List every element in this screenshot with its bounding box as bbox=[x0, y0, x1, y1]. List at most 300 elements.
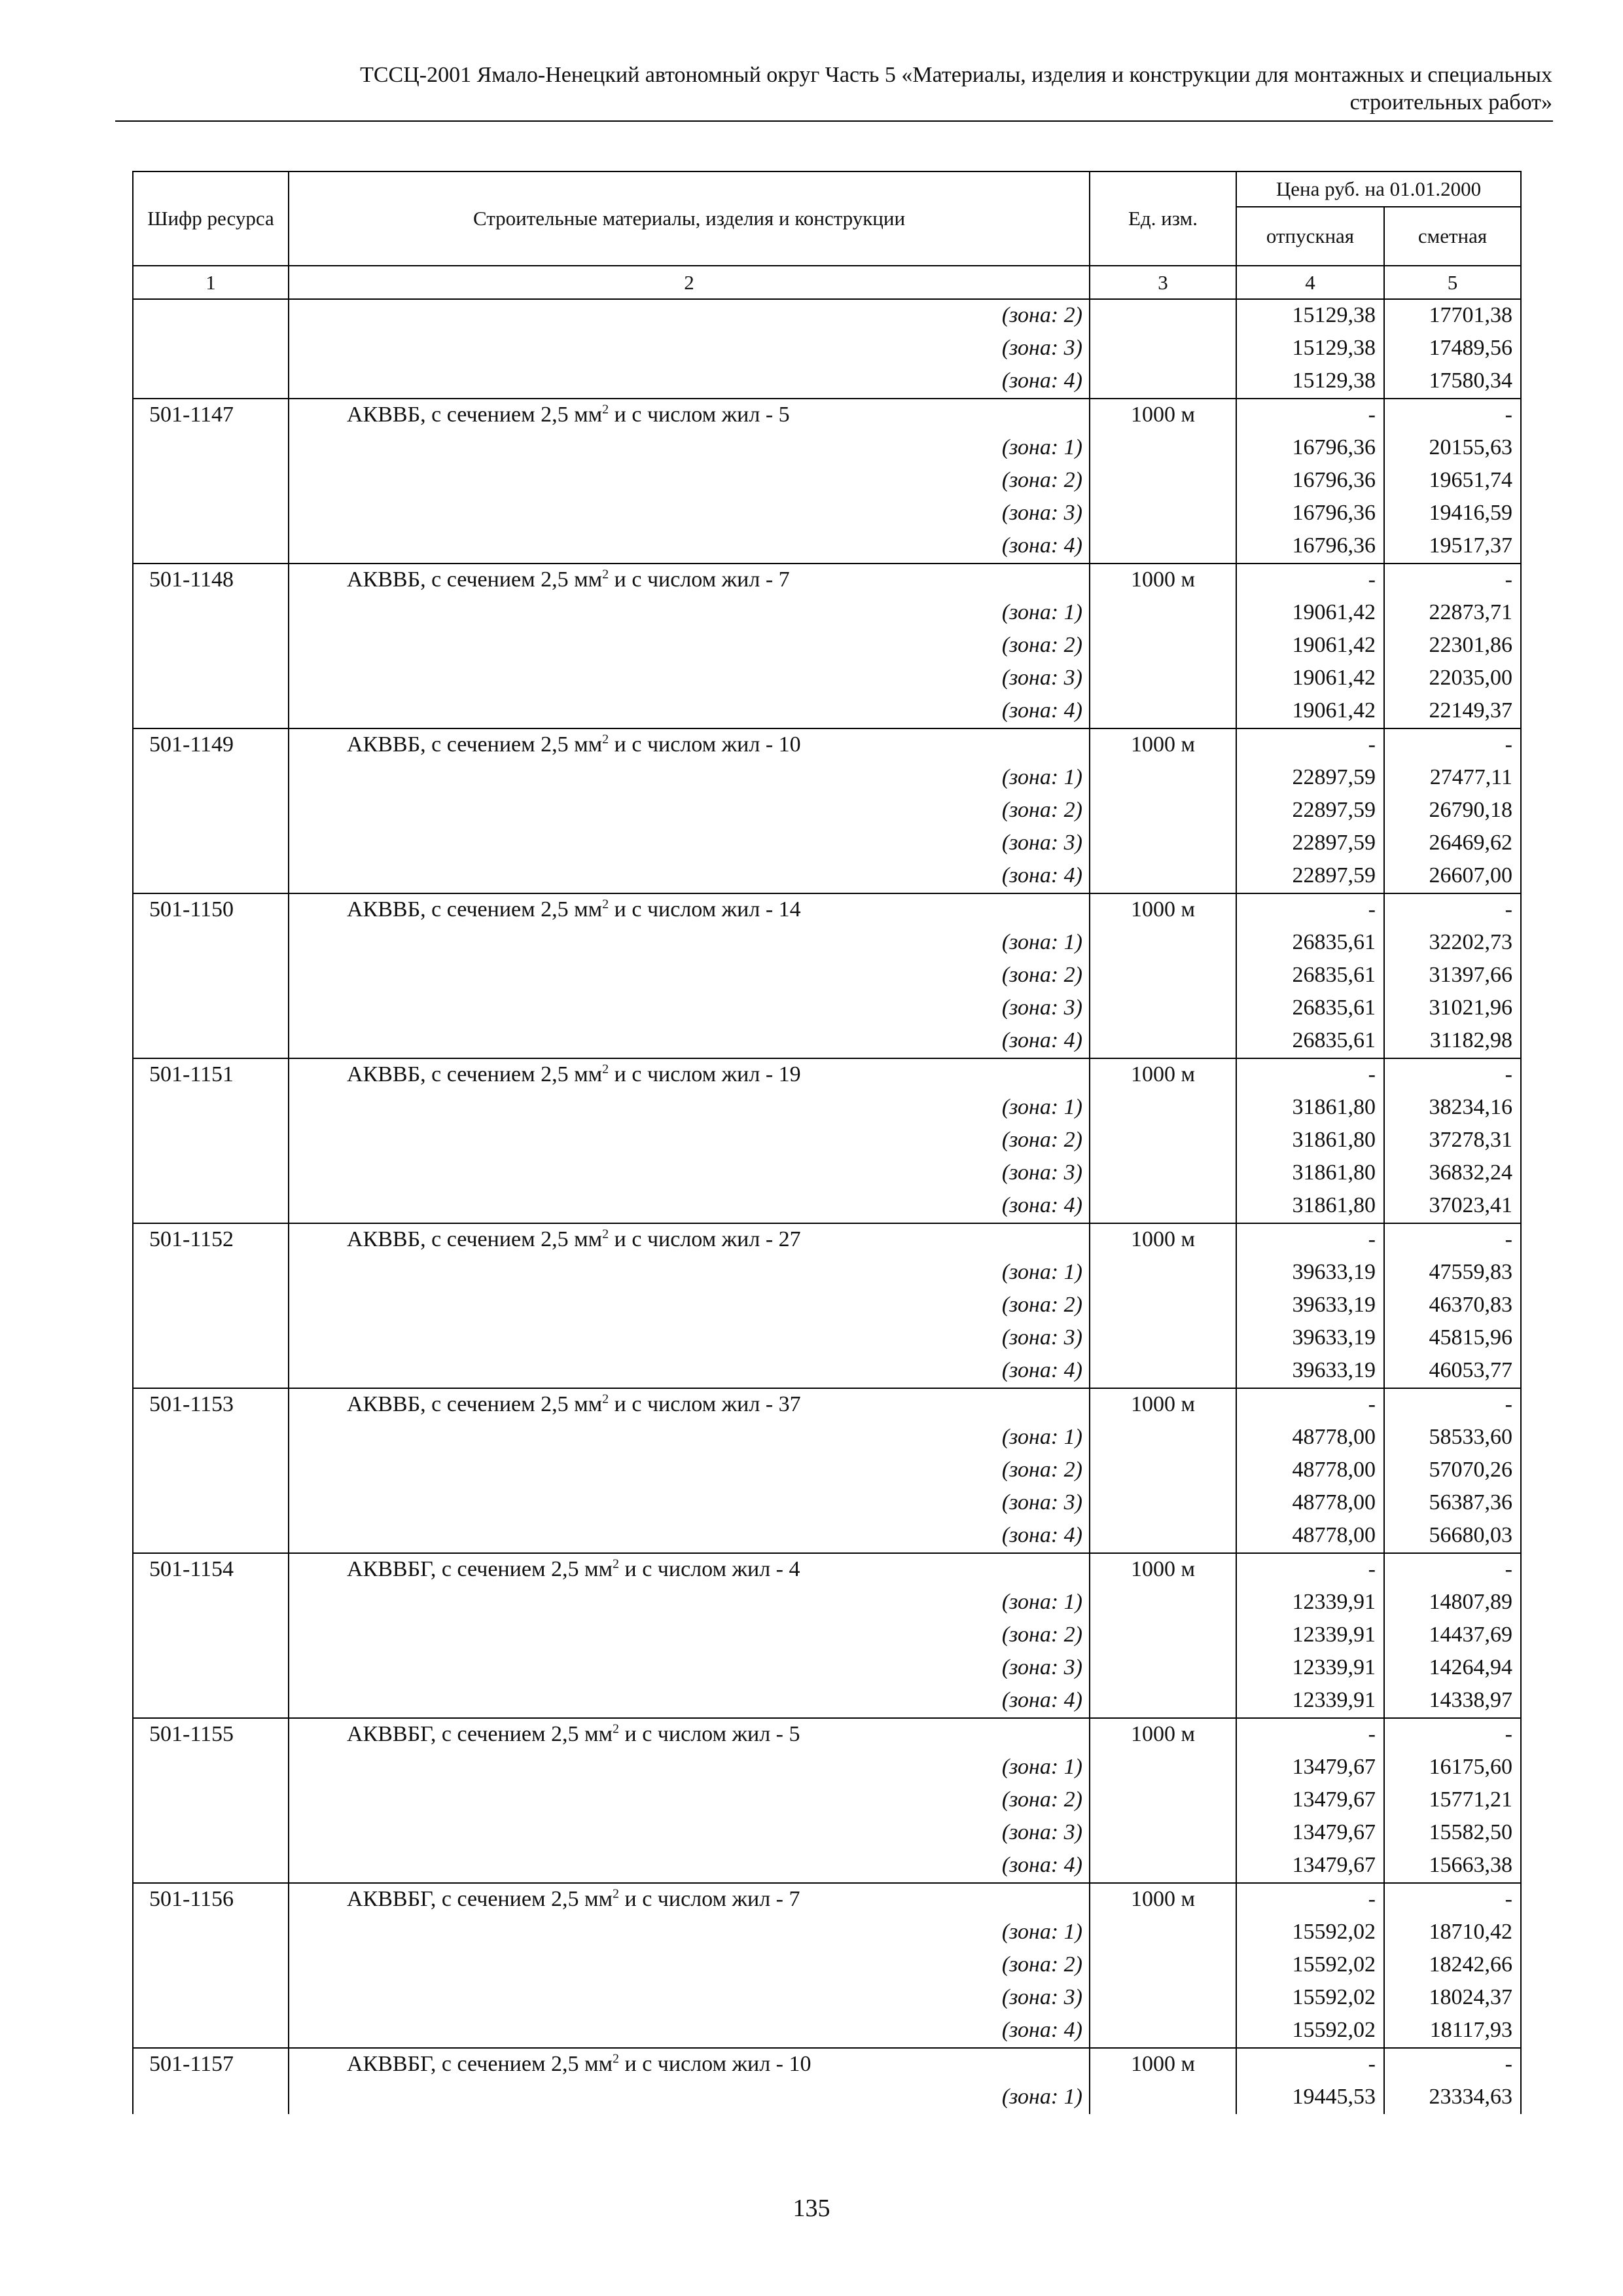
unit-cell bbox=[1090, 630, 1236, 662]
zone-label: (зона: 4) bbox=[289, 2015, 1090, 2048]
zone-label: (зона: 3) bbox=[289, 1652, 1090, 1685]
estimate-price: 31397,66 bbox=[1384, 960, 1521, 992]
table-row bbox=[133, 1916, 1521, 1949]
zone-label: (зона: 2) bbox=[289, 630, 1090, 662]
estimate-price: - bbox=[1384, 564, 1521, 597]
zone-label: (зона: 4) bbox=[289, 365, 1090, 399]
table-row bbox=[133, 1190, 1521, 1223]
release-price: - bbox=[1236, 1058, 1384, 1092]
column-number: 5 bbox=[1384, 266, 1521, 299]
unit-cell bbox=[1090, 1157, 1236, 1190]
table-row bbox=[133, 299, 1521, 332]
resource-code: 501-1153 bbox=[133, 1388, 289, 1422]
zone-label: (зона: 4) bbox=[289, 1025, 1090, 1058]
resource-code bbox=[133, 1092, 289, 1124]
release-price: 16796,36 bbox=[1236, 530, 1384, 564]
material-name-text: АКВВБ, с сечением 2,5 мм bbox=[347, 732, 603, 757]
table-row bbox=[133, 1157, 1521, 1190]
resource-code: 501-1149 bbox=[133, 728, 289, 762]
estimate-price: 19517,37 bbox=[1384, 530, 1521, 564]
table-row bbox=[133, 1058, 1521, 1092]
header-release-price: отпускная bbox=[1236, 207, 1384, 266]
zone-label: (зона: 2) bbox=[289, 465, 1090, 497]
superscript: 2 bbox=[602, 1227, 609, 1242]
release-price: - bbox=[1236, 399, 1384, 432]
release-price: 26835,61 bbox=[1236, 992, 1384, 1025]
table-row bbox=[133, 1520, 1521, 1553]
material-name bbox=[289, 1553, 1090, 1587]
table-row bbox=[133, 1883, 1521, 1916]
material-name-suffix: и с числом жил - 7 bbox=[609, 567, 790, 592]
estimate-price: 45815,96 bbox=[1384, 1322, 1521, 1355]
unit-cell: 1000 м bbox=[1090, 1223, 1236, 1257]
release-price: 39633,19 bbox=[1236, 1322, 1384, 1355]
resource-code: 501-1157 bbox=[133, 2048, 289, 2081]
table-row bbox=[133, 1718, 1521, 1751]
estimate-price: 14437,69 bbox=[1384, 1619, 1521, 1652]
material-name-suffix: и с числом жил - 37 bbox=[609, 1392, 801, 1416]
release-price: 31861,80 bbox=[1236, 1157, 1384, 1190]
zone-label: (зона: 4) bbox=[289, 1685, 1090, 1718]
unit-cell: 1000 м bbox=[1090, 399, 1236, 432]
table-row bbox=[133, 497, 1521, 530]
estimate-price: 37023,41 bbox=[1384, 1190, 1521, 1223]
unit-cell bbox=[1090, 927, 1236, 960]
header-line-2: строительных работ» bbox=[1349, 90, 1552, 115]
resource-code bbox=[133, 662, 289, 695]
release-price: - bbox=[1236, 1718, 1384, 1751]
zone-label: (зона: 4) bbox=[289, 1850, 1090, 1883]
resource-code bbox=[133, 299, 289, 332]
estimate-price: 46370,83 bbox=[1384, 1289, 1521, 1322]
release-price: 15129,38 bbox=[1236, 332, 1384, 365]
resource-code bbox=[133, 795, 289, 827]
estimate-price: 19416,59 bbox=[1384, 497, 1521, 530]
estimate-price: - bbox=[1384, 893, 1521, 927]
estimate-price: 46053,77 bbox=[1384, 1355, 1521, 1388]
estimate-price: 15582,50 bbox=[1384, 1817, 1521, 1850]
zone-label: (зона: 1) bbox=[289, 1257, 1090, 1289]
estimate-price: - bbox=[1384, 1388, 1521, 1422]
zone-label: (зона: 4) bbox=[289, 860, 1090, 893]
zone-label: (зона: 4) bbox=[289, 1190, 1090, 1223]
estimate-price: 58533,60 bbox=[1384, 1422, 1521, 1454]
zone-label: (зона: 4) bbox=[289, 1355, 1090, 1388]
superscript: 2 bbox=[613, 1556, 619, 1571]
resource-code: 501-1152 bbox=[133, 1223, 289, 1257]
resource-code bbox=[133, 530, 289, 564]
column-number: 4 bbox=[1236, 266, 1384, 299]
resource-code bbox=[133, 365, 289, 399]
resource-code bbox=[133, 1422, 289, 1454]
estimate-price: 18710,42 bbox=[1384, 1916, 1521, 1949]
zone-label: (зона: 2) bbox=[289, 1784, 1090, 1817]
zone-label: (зона: 4) bbox=[289, 695, 1090, 728]
table-row bbox=[133, 927, 1521, 960]
release-price: 13479,67 bbox=[1236, 1817, 1384, 1850]
material-name bbox=[289, 2048, 1090, 2081]
material-name bbox=[289, 399, 1090, 432]
header-price-group: Цена руб. на 01.01.2000 bbox=[1236, 171, 1521, 207]
estimate-price: 15771,21 bbox=[1384, 1784, 1521, 1817]
material-name bbox=[289, 564, 1090, 597]
release-price: 19445,53 bbox=[1236, 2081, 1384, 2114]
unit-cell bbox=[1090, 960, 1236, 992]
material-name bbox=[289, 1223, 1090, 1257]
zone-label: (зона: 3) bbox=[289, 1487, 1090, 1520]
resource-code bbox=[133, 1487, 289, 1520]
estimate-price: 17580,34 bbox=[1384, 365, 1521, 399]
table-row bbox=[133, 1619, 1521, 1652]
material-name bbox=[289, 1388, 1090, 1422]
table-row bbox=[133, 695, 1521, 728]
estimate-price: 18024,37 bbox=[1384, 1982, 1521, 2015]
material-name-text: АКВВБ, с сечением 2,5 мм bbox=[347, 897, 603, 922]
resource-code: 501-1156 bbox=[133, 1883, 289, 1916]
material-name-suffix: и с числом жил - 14 bbox=[609, 897, 801, 922]
price-table bbox=[132, 171, 1522, 2114]
zone-label: (зона: 1) bbox=[289, 762, 1090, 795]
unit-cell bbox=[1090, 2015, 1236, 2048]
release-price: 31861,80 bbox=[1236, 1092, 1384, 1124]
resource-code bbox=[133, 1652, 289, 1685]
release-price: 22897,59 bbox=[1236, 795, 1384, 827]
table-row bbox=[133, 1289, 1521, 1322]
unit-cell bbox=[1090, 1751, 1236, 1784]
release-price: 15592,02 bbox=[1236, 1916, 1384, 1949]
release-price: 39633,19 bbox=[1236, 1355, 1384, 1388]
resource-code bbox=[133, 992, 289, 1025]
estimate-price: 14264,94 bbox=[1384, 1652, 1521, 1685]
release-price: 16796,36 bbox=[1236, 497, 1384, 530]
table-row bbox=[133, 1817, 1521, 1850]
table-row bbox=[133, 1454, 1521, 1487]
resource-code: 501-1148 bbox=[133, 564, 289, 597]
table-row bbox=[133, 564, 1521, 597]
release-price: 12339,91 bbox=[1236, 1587, 1384, 1619]
document-header bbox=[115, 62, 1552, 117]
unit-cell bbox=[1090, 1025, 1236, 1058]
release-price: - bbox=[1236, 1388, 1384, 1422]
unit-cell bbox=[1090, 1289, 1236, 1322]
unit-cell bbox=[1090, 1092, 1236, 1124]
release-price: 13479,67 bbox=[1236, 1784, 1384, 1817]
zone-label: (зона: 1) bbox=[289, 1587, 1090, 1619]
zone-label: (зона: 3) bbox=[289, 662, 1090, 695]
resource-code bbox=[133, 1520, 289, 1553]
resource-code: 501-1150 bbox=[133, 893, 289, 927]
unit-cell bbox=[1090, 1454, 1236, 1487]
resource-code bbox=[133, 432, 289, 465]
unit-cell bbox=[1090, 795, 1236, 827]
unit-cell bbox=[1090, 1355, 1236, 1388]
resource-code bbox=[133, 1817, 289, 1850]
zone-label: (зона: 2) bbox=[289, 1454, 1090, 1487]
release-price: 48778,00 bbox=[1236, 1520, 1384, 1553]
estimate-price: - bbox=[1384, 399, 1521, 432]
estimate-price: - bbox=[1384, 2048, 1521, 2081]
superscript: 2 bbox=[613, 1721, 619, 1736]
superscript: 2 bbox=[602, 402, 609, 417]
resource-code bbox=[133, 695, 289, 728]
resource-code bbox=[133, 497, 289, 530]
release-price: - bbox=[1236, 564, 1384, 597]
release-price: 31861,80 bbox=[1236, 1124, 1384, 1157]
resource-code bbox=[133, 1587, 289, 1619]
resource-code bbox=[133, 1289, 289, 1322]
table-row bbox=[133, 1487, 1521, 1520]
table-row bbox=[133, 597, 1521, 630]
zone-label: (зона: 3) bbox=[289, 827, 1090, 860]
table-row bbox=[133, 365, 1521, 399]
release-price: 15592,02 bbox=[1236, 2015, 1384, 2048]
resource-code bbox=[133, 1982, 289, 2015]
table-row bbox=[133, 1257, 1521, 1289]
table-row bbox=[133, 1850, 1521, 1883]
unit-cell bbox=[1090, 365, 1236, 399]
table-row bbox=[133, 630, 1521, 662]
table-row bbox=[133, 893, 1521, 927]
resource-code bbox=[133, 1916, 289, 1949]
zone-label: (зона: 1) bbox=[289, 1916, 1090, 1949]
unit-cell bbox=[1090, 1916, 1236, 1949]
zone-label: (зона: 1) bbox=[289, 597, 1090, 630]
column-number: 1 bbox=[133, 266, 289, 299]
release-price: 48778,00 bbox=[1236, 1422, 1384, 1454]
table-row bbox=[133, 1652, 1521, 1685]
estimate-price: 18117,93 bbox=[1384, 2015, 1521, 2048]
release-price: 39633,19 bbox=[1236, 1289, 1384, 1322]
zone-label: (зона: 1) bbox=[289, 432, 1090, 465]
estimate-price: 37278,31 bbox=[1384, 1124, 1521, 1157]
release-price: 13479,67 bbox=[1236, 1850, 1384, 1883]
unit-cell bbox=[1090, 1257, 1236, 1289]
superscript: 2 bbox=[613, 2051, 619, 2066]
superscript: 2 bbox=[602, 897, 609, 912]
resource-code bbox=[133, 960, 289, 992]
unit-cell: 1000 м bbox=[1090, 893, 1236, 927]
unit-cell bbox=[1090, 992, 1236, 1025]
release-price: 13479,67 bbox=[1236, 1751, 1384, 1784]
zone-label: (зона: 4) bbox=[289, 530, 1090, 564]
estimate-price: 32202,73 bbox=[1384, 927, 1521, 960]
unit-cell bbox=[1090, 662, 1236, 695]
unit-cell bbox=[1090, 1949, 1236, 1982]
material-name-text: АКВВБ, с сечением 2,5 мм bbox=[347, 1227, 603, 1251]
table-row bbox=[133, 960, 1521, 992]
table-row bbox=[133, 1025, 1521, 1058]
release-price: 22897,59 bbox=[1236, 827, 1384, 860]
unit-cell bbox=[1090, 1817, 1236, 1850]
estimate-price: - bbox=[1384, 1553, 1521, 1587]
table-row bbox=[133, 1124, 1521, 1157]
estimate-price: 17701,38 bbox=[1384, 299, 1521, 332]
estimate-price: 23334,63 bbox=[1384, 2081, 1521, 2114]
zone-label: (зона: 1) bbox=[289, 1092, 1090, 1124]
material-name-suffix: и с числом жил - 19 bbox=[609, 1062, 801, 1086]
material-name-text: АКВВБ, с сечением 2,5 мм bbox=[347, 1062, 603, 1086]
estimate-price: 22873,71 bbox=[1384, 597, 1521, 630]
release-price: 19061,42 bbox=[1236, 597, 1384, 630]
unit-cell bbox=[1090, 1652, 1236, 1685]
superscript: 2 bbox=[602, 567, 609, 582]
material-name-suffix: и с числом жил - 27 bbox=[609, 1227, 801, 1251]
resource-code bbox=[133, 762, 289, 795]
unit-cell: 1000 м bbox=[1090, 564, 1236, 597]
table-row bbox=[133, 1685, 1521, 1718]
release-price: 12339,91 bbox=[1236, 1685, 1384, 1718]
estimate-price: - bbox=[1384, 1058, 1521, 1092]
material-name-text: АКВВБ, с сечением 2,5 мм bbox=[347, 403, 603, 427]
zone-label: (зона: 3) bbox=[289, 332, 1090, 365]
estimate-price: 47559,83 bbox=[1384, 1257, 1521, 1289]
resource-code bbox=[133, 2015, 289, 2048]
material-name-text: АКВВБГ, с сечением 2,5 мм bbox=[347, 1722, 613, 1746]
resource-code bbox=[133, 2081, 289, 2114]
table-row bbox=[133, 1587, 1521, 1619]
release-price: - bbox=[1236, 728, 1384, 762]
unit-cell bbox=[1090, 695, 1236, 728]
release-price: 48778,00 bbox=[1236, 1454, 1384, 1487]
unit-cell: 1000 м bbox=[1090, 1388, 1236, 1422]
release-price: 12339,91 bbox=[1236, 1652, 1384, 1685]
table-row bbox=[133, 728, 1521, 762]
release-price: 15592,02 bbox=[1236, 1982, 1384, 2015]
release-price: - bbox=[1236, 1883, 1384, 1916]
table-row bbox=[133, 2048, 1521, 2081]
zone-label: (зона: 2) bbox=[289, 795, 1090, 827]
estimate-price: - bbox=[1384, 1883, 1521, 1916]
resource-code bbox=[133, 597, 289, 630]
unit-cell bbox=[1090, 1619, 1236, 1652]
unit-cell: 1000 м bbox=[1090, 1718, 1236, 1751]
table-row bbox=[133, 1355, 1521, 1388]
superscript: 2 bbox=[602, 1391, 609, 1407]
zone-label: (зона: 3) bbox=[289, 1817, 1090, 1850]
header-name: Строительные материалы, изделия и конструкции bbox=[289, 171, 1090, 266]
material-name-suffix: и с числом жил - 10 bbox=[609, 732, 801, 757]
resource-code bbox=[133, 1190, 289, 1223]
resource-code: 501-1154 bbox=[133, 1553, 289, 1587]
unit-cell bbox=[1090, 1487, 1236, 1520]
material-name-suffix: и с числом жил - 5 bbox=[619, 1722, 800, 1746]
zone-label: (зона: 3) bbox=[289, 497, 1090, 530]
unit-cell: 1000 м bbox=[1090, 2048, 1236, 2081]
zone-label: (зона: 1) bbox=[289, 1751, 1090, 1784]
unit-cell bbox=[1090, 465, 1236, 497]
zone-label: (зона: 2) bbox=[289, 1289, 1090, 1322]
table-row bbox=[133, 432, 1521, 465]
column-numbers-row bbox=[133, 266, 1521, 299]
release-price: 16796,36 bbox=[1236, 465, 1384, 497]
unit-cell bbox=[1090, 2081, 1236, 2114]
estimate-price: 26607,00 bbox=[1384, 860, 1521, 893]
estimate-price: 56387,36 bbox=[1384, 1487, 1521, 1520]
resource-code bbox=[133, 1784, 289, 1817]
table-row bbox=[133, 1553, 1521, 1587]
material-name bbox=[289, 1718, 1090, 1751]
estimate-price: 20155,63 bbox=[1384, 432, 1521, 465]
unit-cell bbox=[1090, 1850, 1236, 1883]
unit-cell bbox=[1090, 1124, 1236, 1157]
material-name-suffix: и с числом жил - 5 bbox=[609, 403, 790, 427]
header-unit: Ед. изм. bbox=[1090, 171, 1236, 266]
zone-label: (зона: 1) bbox=[289, 2081, 1090, 2114]
resource-code bbox=[133, 465, 289, 497]
release-price: 48778,00 bbox=[1236, 1487, 1384, 1520]
estimate-price: 16175,60 bbox=[1384, 1751, 1521, 1784]
zone-label: (зона: 2) bbox=[289, 1619, 1090, 1652]
header-estimate-price: сметная bbox=[1384, 207, 1521, 266]
release-price: - bbox=[1236, 2048, 1384, 2081]
header-rule bbox=[115, 120, 1553, 122]
material-name-text: АКВВБ, с сечением 2,5 мм bbox=[347, 567, 603, 592]
material-name-text: АКВВБГ, с сечением 2,5 мм bbox=[347, 1887, 613, 1911]
release-price: 39633,19 bbox=[1236, 1257, 1384, 1289]
table-row bbox=[133, 465, 1521, 497]
release-price: - bbox=[1236, 1223, 1384, 1257]
zone-label: (зона: 3) bbox=[289, 1157, 1090, 1190]
resource-code bbox=[133, 1124, 289, 1157]
release-price: 22897,59 bbox=[1236, 762, 1384, 795]
release-price: 26835,61 bbox=[1236, 927, 1384, 960]
unit-cell bbox=[1090, 1982, 1236, 2015]
unit-cell bbox=[1090, 1422, 1236, 1454]
zone-label: (зона: 1) bbox=[289, 927, 1090, 960]
resource-code bbox=[133, 860, 289, 893]
table-row bbox=[133, 827, 1521, 860]
estimate-price: 14338,97 bbox=[1384, 1685, 1521, 1718]
resource-code bbox=[133, 332, 289, 365]
release-price: 15592,02 bbox=[1236, 1949, 1384, 1982]
table-row bbox=[133, 332, 1521, 365]
resource-code bbox=[133, 1949, 289, 1982]
table-row bbox=[133, 399, 1521, 432]
material-name-text: АКВВБГ, с сечением 2,5 мм bbox=[347, 2052, 613, 2076]
release-price: 15129,38 bbox=[1236, 299, 1384, 332]
table-row bbox=[133, 1092, 1521, 1124]
column-number: 2 bbox=[289, 266, 1090, 299]
unit-cell: 1000 м bbox=[1090, 728, 1236, 762]
estimate-price: - bbox=[1384, 1223, 1521, 1257]
material-name-suffix: и с числом жил - 10 bbox=[619, 2052, 812, 2076]
estimate-price: 15663,38 bbox=[1384, 1850, 1521, 1883]
table-row bbox=[133, 1422, 1521, 1454]
unit-cell bbox=[1090, 597, 1236, 630]
resource-code bbox=[133, 1685, 289, 1718]
material-name-text: АКВВБГ, с сечением 2,5 мм bbox=[347, 1557, 613, 1581]
zone-label: (зона: 2) bbox=[289, 1949, 1090, 1982]
table-row bbox=[133, 762, 1521, 795]
header-code: Шифр ресурса bbox=[133, 171, 289, 266]
estimate-price: 27477,11 bbox=[1384, 762, 1521, 795]
estimate-price: 36832,24 bbox=[1384, 1157, 1521, 1190]
resource-code bbox=[133, 1619, 289, 1652]
estimate-price: - bbox=[1384, 728, 1521, 762]
table-row bbox=[133, 1949, 1521, 1982]
resource-code bbox=[133, 927, 289, 960]
table-row bbox=[133, 1223, 1521, 1257]
material-name bbox=[289, 728, 1090, 762]
unit-cell bbox=[1090, 332, 1236, 365]
page-number: 135 bbox=[793, 2195, 830, 2222]
estimate-price: 19651,74 bbox=[1384, 465, 1521, 497]
resource-code bbox=[133, 827, 289, 860]
resource-code bbox=[133, 630, 289, 662]
release-price: 12339,91 bbox=[1236, 1619, 1384, 1652]
zone-label: (зона: 1) bbox=[289, 1422, 1090, 1454]
material-name-suffix: и с числом жил - 7 bbox=[619, 1887, 800, 1911]
